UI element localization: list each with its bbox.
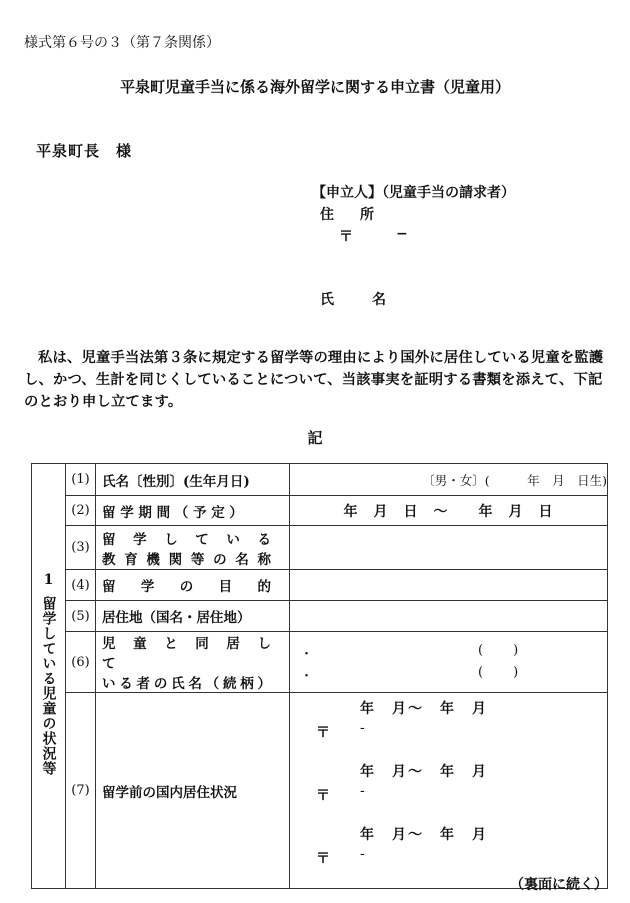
postal-dash: - (360, 845, 365, 862)
postal-dash: - (360, 782, 365, 799)
postal-mark-icon: 〒 (316, 787, 330, 804)
row-label-institution (96, 526, 290, 570)
row-number: (3) (66, 526, 96, 570)
entry-period: 年 月〜 年 月 (360, 763, 488, 780)
row-label-prior-residence: 留学前の国内居住状況 (96, 693, 290, 889)
prior-residence-field[interactable] (290, 693, 608, 889)
document-title: 平泉町児童手当に係る海外留学に関する申立書（児童用） (119, 78, 510, 96)
prior-residence-entry (290, 822, 607, 882)
cohabitant-line (290, 640, 607, 662)
child-status-table (31, 463, 608, 889)
postal-dash: - (360, 719, 365, 736)
entry-period: 年 月〜 年 月 (360, 826, 488, 843)
prior-residence-entries (290, 694, 607, 888)
name-label: 氏 名 (320, 292, 398, 308)
section-header (32, 464, 66, 889)
row-number: (2) (66, 496, 96, 526)
table-row (32, 570, 608, 601)
row-label-purpose (96, 570, 290, 601)
bullet-icon: ・ (300, 669, 314, 684)
row-label-period: 留 学 期 間 （ 予 定 ） (96, 496, 290, 526)
postal-dash: − (396, 226, 408, 242)
cohabitants-field[interactable] (290, 632, 608, 693)
study-period-field[interactable]: 年 月 日 ～ 年 月 日 (290, 496, 608, 526)
prior-residence-entry (290, 759, 607, 819)
postal-mark-icon: 〒 (316, 724, 330, 741)
table-row (32, 464, 608, 496)
postal-mark-icon: 〒 (339, 229, 353, 245)
cohabitant-line (290, 662, 607, 684)
section-number: 1 (43, 572, 54, 588)
continued-note: （裏面に続く） (510, 877, 608, 893)
row-label-line: いる者の氏名（続柄） (102, 676, 273, 692)
relation-paren: () (478, 643, 549, 658)
row-label-line: 留 学 の 目 的 (102, 579, 273, 595)
row-number: (1) (66, 464, 96, 496)
row-label-cohabitants (96, 632, 290, 693)
row-number: (4) (66, 570, 96, 601)
addressee: 平泉町長 様 (36, 142, 133, 160)
row-number: (6) (66, 632, 96, 693)
row-label-line: 留 学 し て い る (102, 531, 273, 548)
table-row (32, 496, 608, 526)
row-number: (5) (66, 601, 96, 632)
prior-residence-entry (290, 696, 607, 756)
postal-mark-icon: 〒 (316, 850, 330, 867)
row-label-line: 児 童 と 同 居 し て (102, 636, 289, 672)
form-number: 様式第６号の３（第７条関係） (24, 35, 220, 51)
row-label-line: 教育機関等の名称 (102, 551, 273, 568)
bullet-icon: ・ (300, 647, 314, 662)
applicant-heading: 【申立人】（児童手当の請求者） (312, 185, 515, 201)
table-row (32, 632, 608, 693)
row-number: (7) (66, 693, 96, 889)
institution-name-field[interactable] (290, 526, 608, 570)
section-title: 留学している児童の状況等 (40, 596, 57, 776)
table-row (32, 526, 608, 570)
table-row (32, 601, 608, 632)
row-label-name: 氏名〔性別〕(生年月日) (96, 464, 290, 496)
entry-period: 年 月〜 年 月 (360, 700, 488, 717)
name-gender-birthdate-field[interactable]: 〔男・女〕( 年 月 日生) (290, 464, 608, 496)
statement-text: 私は、児童手当法第３条に規定する留学等の理由により国外に居住している児童を監護し、かつ、生計を同じくしていることについて、当該事実を証明する書類を添えて、下記のとおり申し立てます。 (24, 350, 604, 410)
ki-heading: 記 (307, 429, 323, 447)
address-label: 住 所 (320, 207, 380, 223)
table-row (32, 693, 608, 889)
residence-field[interactable] (290, 601, 608, 632)
relation-paren: () (478, 665, 549, 680)
row-label-residence: 居住地（国名・居住地） (96, 601, 290, 632)
study-purpose-field[interactable] (290, 570, 608, 601)
